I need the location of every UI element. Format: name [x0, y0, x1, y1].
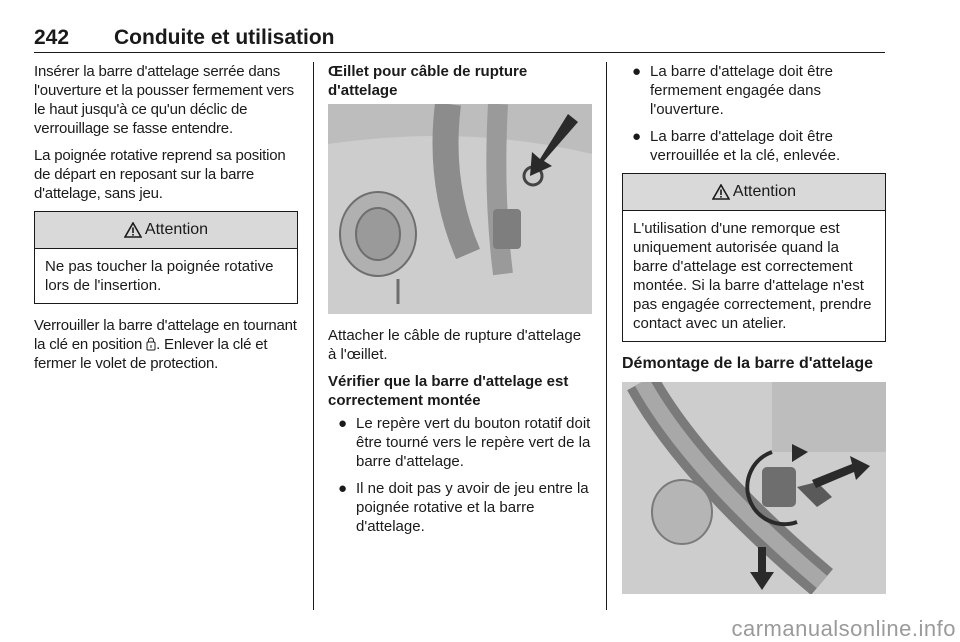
- list-item: [328, 414, 592, 471]
- watermark: carmanualsonline.info: [731, 616, 956, 641]
- paragraph: Insérer la barre d'attelage serrée dans l'ouverture et la pousser fermement vers le haut jusqu'à ce qu'un déclic de verrouillage se fasse entendre.: [34, 63, 294, 137]
- warning-triangle-icon: [124, 222, 142, 238]
- attention-box: [34, 211, 298, 304]
- lock-symbol-icon: [146, 337, 156, 351]
- list-item-text: La barre d'attelage doit être fermement engagée dans l'ouverture.: [650, 63, 833, 118]
- towbar-removal-illustration: [622, 382, 886, 594]
- towbar-eyelet-illustration: [328, 104, 592, 314]
- attention-box: [622, 173, 886, 342]
- column-left: [34, 62, 298, 381]
- column-divider: [606, 62, 607, 610]
- paragraph-text: . Enlever la clé et fermer le volet de protection.: [34, 336, 268, 372]
- attention-title: Attention: [732, 183, 797, 200]
- paragraph: Attacher le câble de rupture d'attelage à l'œillet.: [328, 327, 582, 363]
- list-item: [622, 127, 886, 165]
- bullet-icon: ●: [632, 128, 642, 145]
- subheading: Vérifier que la barre d'attelage est correctement montée: [328, 373, 569, 409]
- bullet-list: [328, 414, 592, 536]
- page-header: [34, 26, 885, 53]
- list-item: [328, 479, 592, 536]
- attention-body: Ne pas toucher la poignée rotative lors de l'insertion.: [45, 258, 274, 294]
- page-number: 242: [34, 26, 70, 49]
- attention-header: [35, 212, 297, 249]
- column-divider: [313, 62, 314, 610]
- list-item: [622, 62, 886, 119]
- list-item-text: Le repère vert du bouton rotatif doit être tourné vers le repère vert de la barre d'attelage.: [356, 415, 591, 470]
- attention-body: L'utilisation d'une remorque est uniquement autorisée quand la barre d'attelage est correctement montée. Si la barre d'attelage n'est pas engagée correctement, prendre contact avec un atelier.: [633, 220, 872, 332]
- subheading: Œillet pour câble de rupture d'attelage: [328, 63, 528, 99]
- column-right: [622, 62, 886, 606]
- list-item-text: La barre d'attelage doit être verrouillée et la clé, enlevée.: [650, 128, 841, 164]
- bullet-list: [622, 62, 886, 165]
- attention-header: [623, 174, 885, 211]
- column-middle: [328, 62, 592, 544]
- bullet-icon: ●: [338, 480, 348, 497]
- paragraph-text: Verrouiller la barre d'attelage en tournant la clé en position: [34, 317, 297, 353]
- list-item-text: Il ne doit pas y avoir de jeu entre la poignée rotative et la barre d'attelage.: [356, 480, 589, 535]
- bullet-icon: ●: [338, 415, 348, 432]
- warning-triangle-icon: [712, 184, 730, 200]
- section-title: Conduite et utilisation: [114, 26, 335, 49]
- section-heading: Démontage de la barre d'attelage: [622, 355, 873, 372]
- paragraph: La poignée rotative reprend sa position de départ en reposant sur la barre d'attelage, sans jeu.: [34, 147, 286, 202]
- attention-title: Attention: [144, 221, 209, 238]
- bullet-icon: ●: [632, 63, 642, 80]
- paragraph: [34, 316, 298, 373]
